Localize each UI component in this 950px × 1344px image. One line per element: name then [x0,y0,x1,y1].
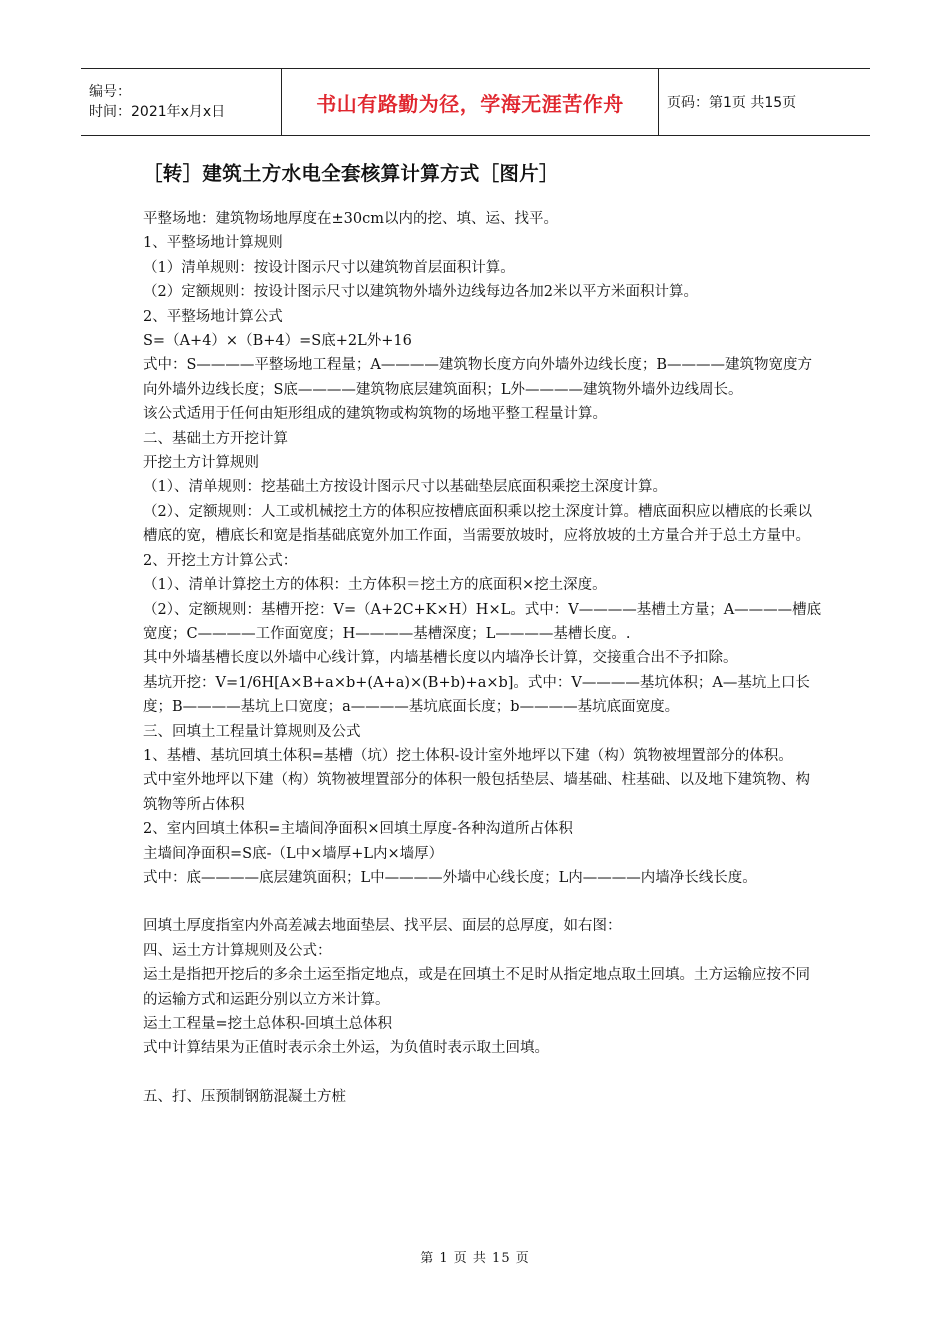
page-footer: 第 1 页 共 15 页 [420,1251,530,1266]
body-paragraph: （1）清单规则：按设计图示尺寸以建筑物首层面积计算。 [143,259,515,276]
header-motto-cell [282,69,659,135]
page-header [81,68,870,136]
body-paragraph: S=（A+4）×（B+4）=S底+2L外+16 [143,333,412,350]
body-paragraph [143,890,823,914]
body-paragraph: 五、打、压预制钢筋混凝土方桩 [143,1088,346,1105]
body-paragraph: 式中：S————平整场地工程量；A————建筑物长度方向外墙外边线长度；B————建筑物宽度方向外墙外边线长度；S底————建筑物底层建筑面积；L外————建筑物外墙外边线周长。 [143,357,813,398]
body-paragraph: 2、室内回填土体积=主墙间净面积×回填土厚度-各种沟道所占体积 [143,821,573,838]
document-body [143,207,823,1109]
body-paragraph: 基坑开挖：V=1/6H[A×B+a×b+(A+a)×(B+b)+a×b]。式中：V————基坑体积；A—基坑上口长度；B————基坑上口宽度；a————基坑底面长度；b————基坑底面宽度。 [143,674,810,716]
document-title: ［转］建筑土方水电全套核算计算方式［图片］ [143,162,559,185]
body-paragraph: 1、基槽、基坑回填土体积=基槽（坑）挖土体积-设计室外地坪以下建（构）筑物被埋置部分的体积。 [143,747,793,764]
body-paragraph: （2）、定额规则：人工或机械挖土方的体积应按槽底面积乘以挖土深度计算。槽底面积应以槽底的长乘以槽底的宽，槽底长和宽是指基础底宽外加工作面，当需要放坡时，应将放坡的土方量合并于总土方量中。 [143,503,812,545]
body-paragraph: 式中计算结果为正值时表示余土外运，为负值时表示取土回填。 [143,1040,549,1057]
body-paragraph: 该公式适用于任何由矩形组成的建筑物或构筑物的场地平整工程量计算。 [143,406,607,423]
body-paragraph: 平整场地：建筑物场地厚度在±30cm以内的挖、填、运、找平。 [143,211,558,227]
body-paragraph: 运土是指把开挖后的多余土运至指定地点，或是在回填土不足时从指定地点取土回填。土方运输应按不同的运输方式和运距分别以立方米计算。 [143,967,810,1008]
body-paragraph: 二、基础土方开挖计算 [143,430,288,447]
body-paragraph: （1）、清单规则：挖基础土方按设计图示尺寸以基础垫层底面积乘挖土深度计算。 [143,479,667,496]
body-paragraph: 2、开挖土方计算公式： [143,552,298,569]
header-meta [81,69,282,135]
body-paragraph: 运土工程量=挖土总体积-回填土总体积 [143,1016,393,1032]
body-paragraph: 其中外墙基槽长度以外墙中心线计算，内墙基槽长度以内墙净长计算，交接重合出不予扣除。 [143,650,738,667]
body-paragraph: 开挖土方计算规则 [143,455,259,472]
body-paragraph: 四、运土方计算规则及公式： [143,942,332,959]
body-paragraph: 1、平整场地计算规则 [143,235,283,252]
body-paragraph: 主墙间净面积=S底-（L中×墙厚+L内×墙厚） [143,845,444,862]
header-motto: 书山有路勤为径，学海无涯苦作舟 [316,91,624,116]
body-paragraph: （2）定额规则：按设计图示尺寸以建筑物外墙外边线每边各加2米以平方米面积计算。 [143,284,698,301]
body-paragraph: （2）、定额规则：基槽开挖：V=（A+2C+K×H）H×L。式中：V————基槽土方量；A————槽底宽度；C————工作面宽度；H————基槽深度；L————基槽长度。. [143,601,822,642]
body-paragraph: （1）、清单计算挖土方的体积：土方体积＝挖土方的底面积×挖土深度。 [143,577,607,594]
document-number-label: 编号： [89,84,131,100]
body-paragraph [143,1061,823,1085]
body-paragraph: 2、平整场地计算公式 [143,308,283,325]
document-time-label: 时间：2021年x月x日 [89,104,226,120]
header-page-info-cell [659,69,870,135]
header-page-info: 页码：第1页 共15页 [667,95,797,111]
body-paragraph: 式中：底————底层建筑面积；L中————外墙中心线长度；L内————内墙净长线长度。 [143,869,757,886]
body-paragraph: 式中室外地坪以下建（构）筑物被埋置部分的体积一般包括垫层、墙基础、柱基础、以及地下建筑物、构筑物等所占体积 [143,772,810,813]
body-paragraph: 回填土厚度指室内外高差减去地面垫层、找平层、面层的总厚度，如右图： [143,918,622,935]
body-paragraph: 三、回填土工程量计算规则及公式 [143,723,361,740]
